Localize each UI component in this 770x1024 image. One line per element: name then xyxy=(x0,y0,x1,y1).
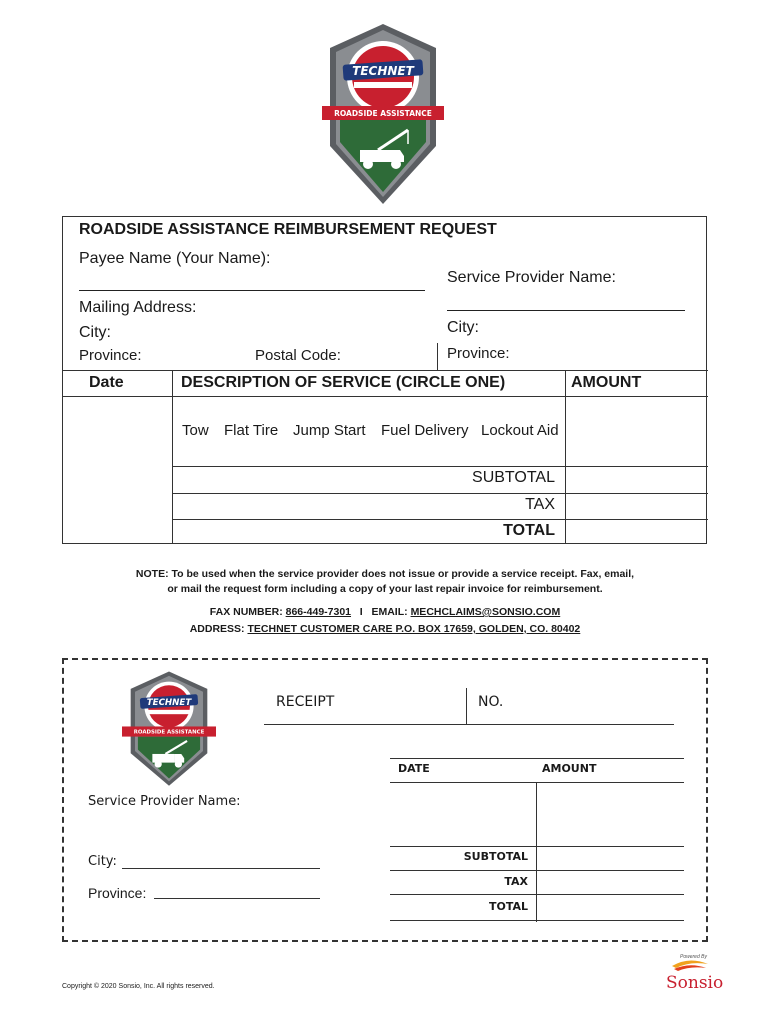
divider xyxy=(172,370,173,544)
service-option-lockout-aid[interactable]: Lockout Aid xyxy=(481,422,559,439)
svg-text:TECHNET: TECHNET xyxy=(146,697,192,708)
divider xyxy=(536,782,537,922)
divider xyxy=(565,370,566,544)
divider xyxy=(466,688,467,724)
receipt-number-line[interactable] xyxy=(264,724,674,725)
provider-city-label: City: xyxy=(447,319,479,336)
svg-text:ROADSIDE ASSISTANCE: ROADSIDE ASSISTANCE xyxy=(334,109,432,118)
sonsio-logo xyxy=(664,958,724,994)
provider-province-label: Province: xyxy=(447,345,510,362)
subtotal-label: SUBTOTAL xyxy=(472,469,555,486)
service-option-flat-tire[interactable]: Flat Tire xyxy=(224,422,279,439)
divider xyxy=(390,920,684,921)
svg-text:TECHNET: TECHNET xyxy=(352,64,414,78)
receipt-provider-label: Service Provider Name: xyxy=(88,794,241,809)
separator: I xyxy=(359,606,363,618)
mailing-address-label: Mailing Address: xyxy=(79,299,197,316)
receipt-subtotal-label: SUBTOTAL xyxy=(463,850,528,863)
fax-number: 866-449-7301 xyxy=(285,606,352,618)
address-line xyxy=(0,623,770,635)
payee-name-line[interactable] xyxy=(79,290,425,291)
receipt-section xyxy=(62,658,708,942)
contact-line xyxy=(0,606,770,618)
divider xyxy=(390,894,684,895)
address-value: TECHNET CUSTOMER CARE P.O. BOX 17659, GOLDEN, CO. 80402 xyxy=(247,623,581,635)
form-title: ROADSIDE ASSISTANCE REIMBURSEMENT REQUEST xyxy=(79,221,497,238)
divider xyxy=(390,870,684,871)
svg-text:Sonsio: Sonsio xyxy=(666,973,724,993)
service-option-tow[interactable]: Tow xyxy=(182,422,209,439)
date-column-header: Date xyxy=(89,374,124,391)
receipt-amount-header: AMOUNT xyxy=(542,762,597,775)
divider xyxy=(172,519,708,520)
receipt-date-header: DATE xyxy=(398,762,430,775)
technet-roadside-logo xyxy=(318,22,448,208)
tax-label: TAX xyxy=(525,496,555,513)
divider xyxy=(437,343,438,371)
postal-code-label: Postal Code: xyxy=(255,347,341,364)
service-option-jump-start[interactable]: Jump Start xyxy=(293,422,366,439)
description-column-header: DESCRIPTION OF SERVICE (CIRCLE ONE) xyxy=(181,374,506,391)
receipt-number-label: NO. xyxy=(478,694,504,710)
receipt-province-label: Province: xyxy=(88,885,147,901)
address-label: ADDRESS: xyxy=(189,623,245,635)
service-option-fuel-delivery[interactable]: Fuel Delivery xyxy=(381,422,469,439)
province-label: Province: xyxy=(79,347,142,364)
divider xyxy=(390,758,684,759)
svg-text:ROADSIDE ASSISTANCE: ROADSIDE ASSISTANCE xyxy=(133,729,205,736)
receipt-city-line[interactable] xyxy=(122,868,320,869)
receipt-total-label: TOTAL xyxy=(488,900,528,913)
receipt-province-line[interactable] xyxy=(154,898,320,899)
divider xyxy=(63,396,708,397)
note-line-1: NOTE: To be used when the service provider does not issue or provide a service receipt. Fax, email, xyxy=(135,568,635,580)
divider xyxy=(390,846,684,847)
service-provider-label: Service Provider Name: xyxy=(447,269,616,286)
email-link[interactable]: MECHCLAIMS@SONSIO.COM xyxy=(410,606,561,618)
receipt-label: RECEIPT xyxy=(276,694,335,710)
payee-name-label: Payee Name (Your Name): xyxy=(79,250,271,267)
powered-by-text: Powered By xyxy=(680,954,707,960)
divider xyxy=(63,370,708,371)
total-label: TOTAL xyxy=(503,522,555,539)
note-line-2: or mail the request form including a copy of your last repair invoice for reimbursement. xyxy=(167,583,603,595)
reimbursement-form xyxy=(62,216,707,544)
divider xyxy=(172,466,708,467)
copyright-text: Copyright © 2020 Sonsio, Inc. All rights reserved. xyxy=(62,983,215,990)
email-label: EMAIL: xyxy=(371,606,408,618)
city-label: City: xyxy=(79,324,111,341)
technet-roadside-logo-small xyxy=(122,670,216,788)
amount-column-header: AMOUNT xyxy=(571,374,642,391)
receipt-tax-label: TAX xyxy=(504,875,528,888)
receipt-city-label: City: xyxy=(88,854,117,869)
service-provider-line[interactable] xyxy=(447,310,685,311)
fax-label: FAX NUMBER: xyxy=(209,606,283,618)
divider xyxy=(172,493,708,494)
divider xyxy=(390,782,684,783)
